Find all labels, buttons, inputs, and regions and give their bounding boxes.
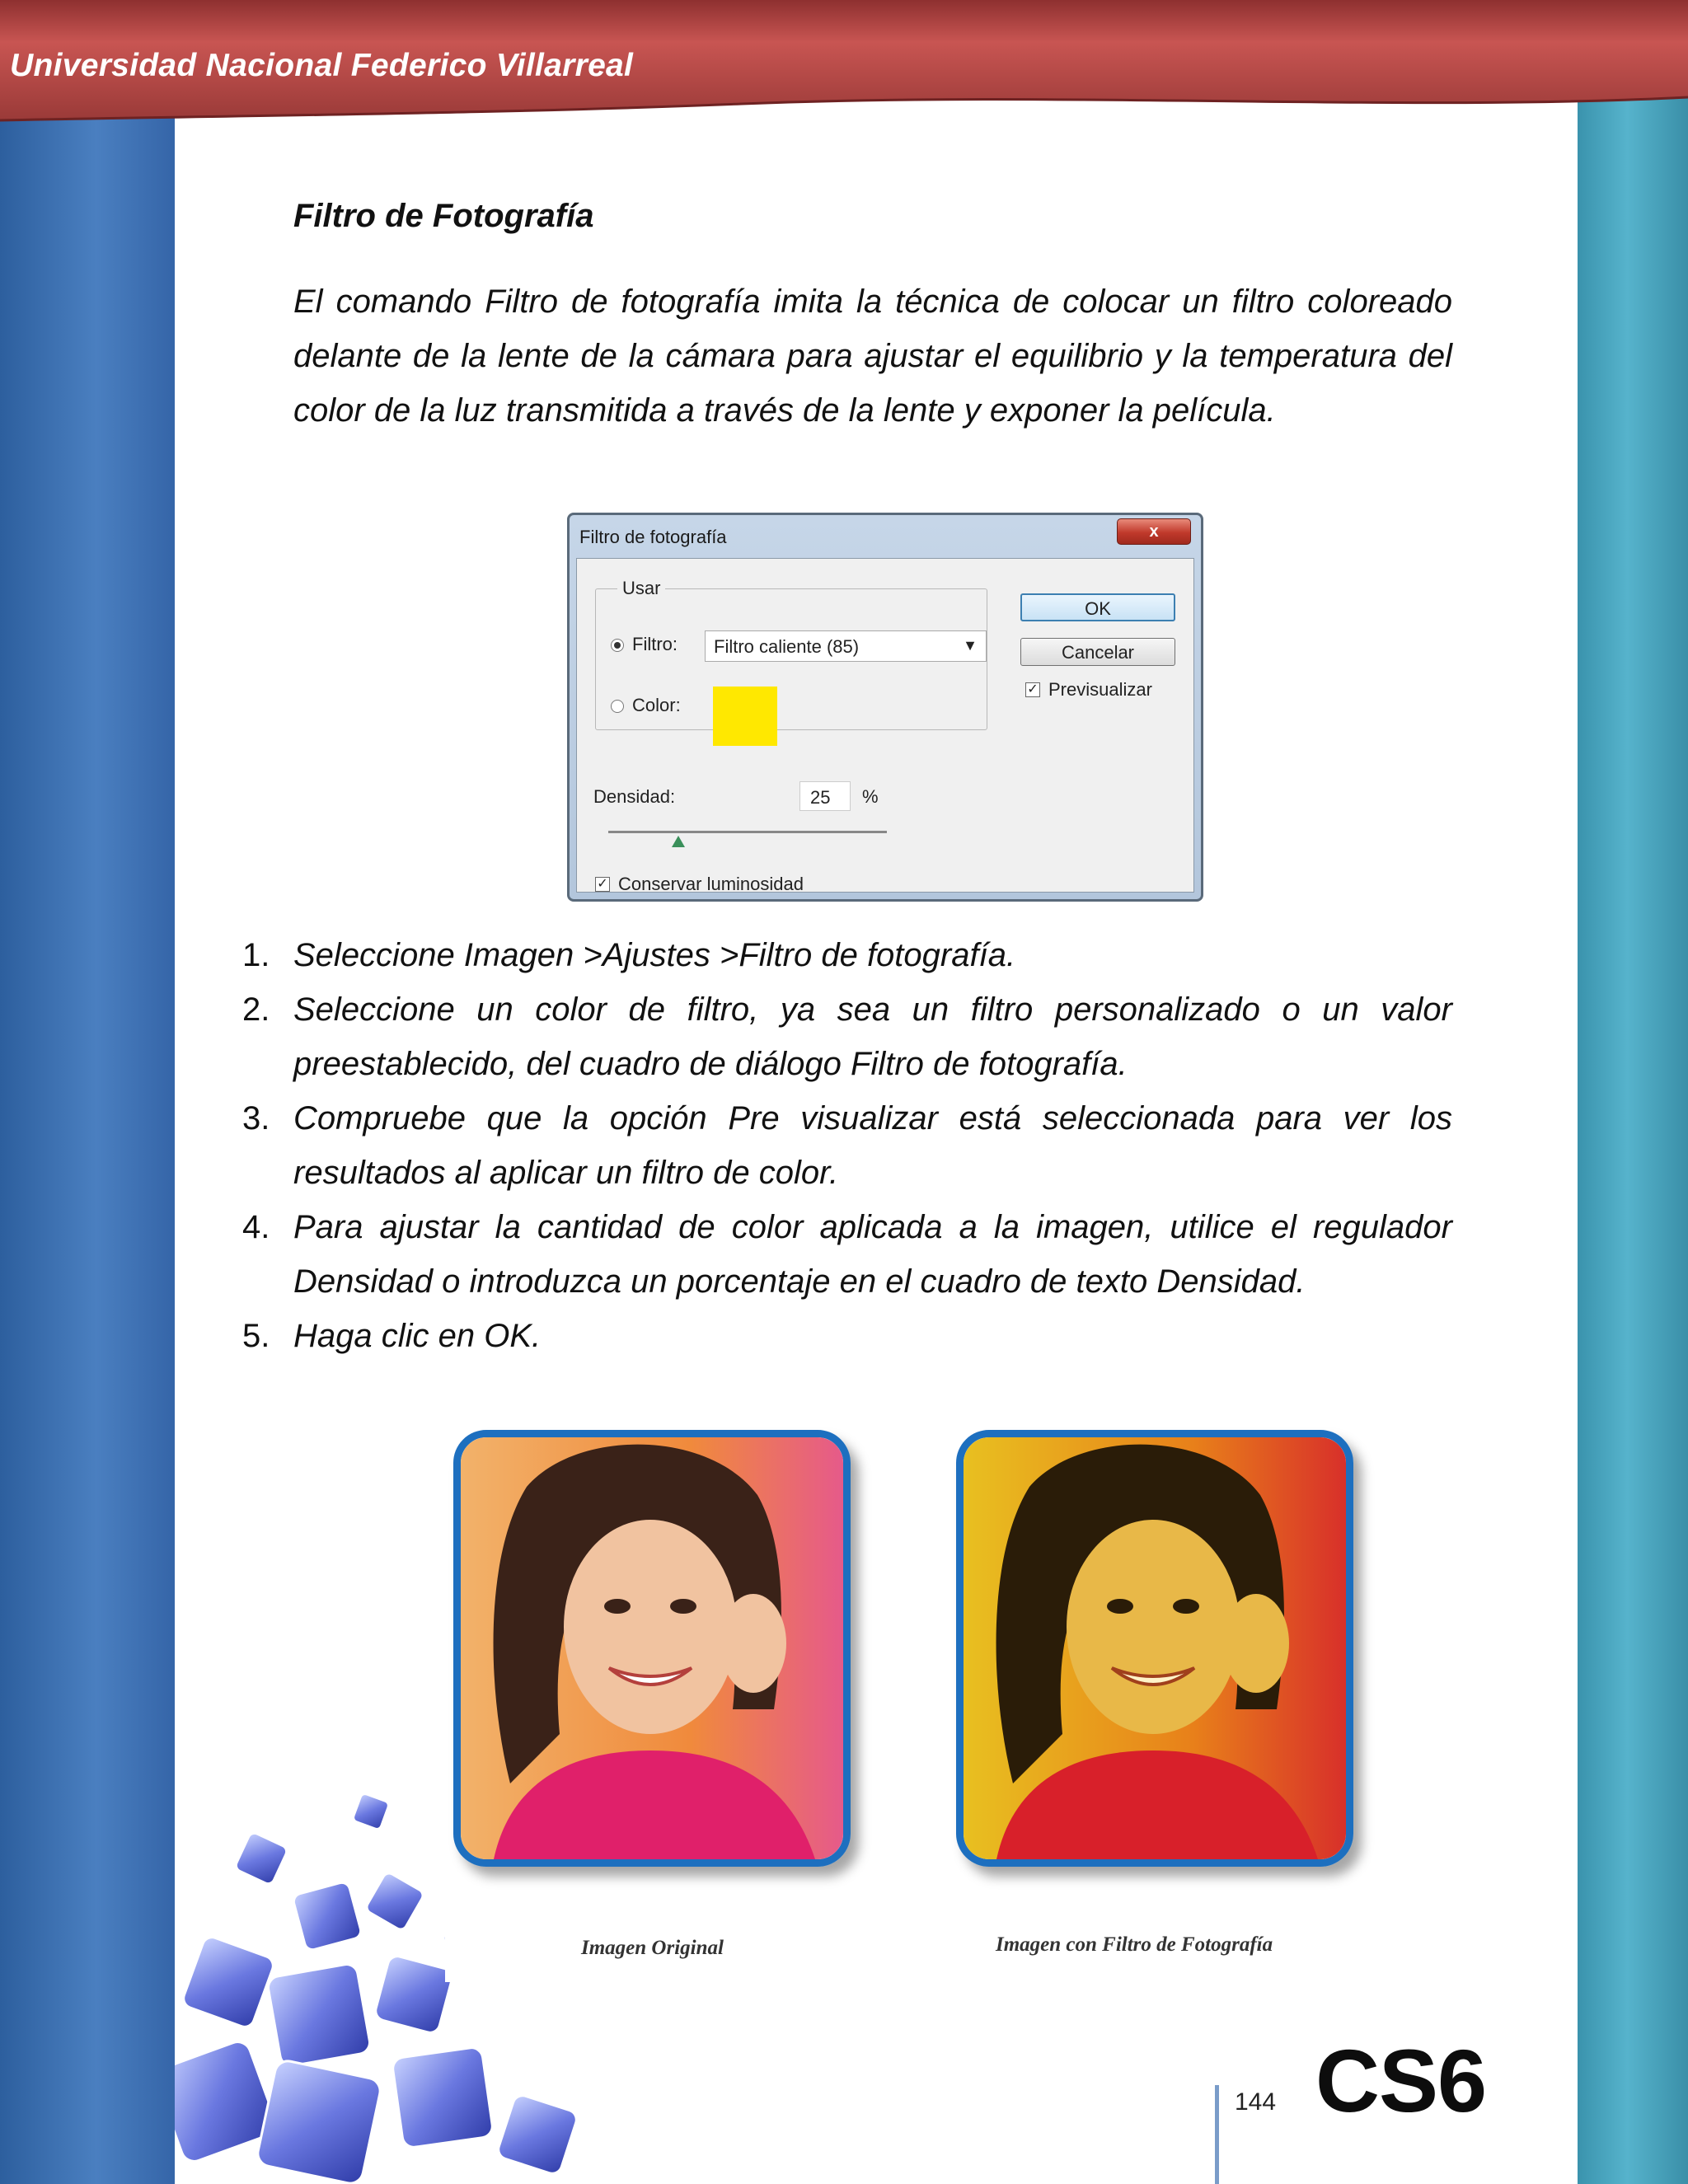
dialog-body [576, 558, 1194, 893]
step-text: Compruebe que la opción Pre visualizar está seleccionada para ver los resultados al aplicar un filtro de color. [293, 1100, 1452, 1191]
density-label: Densidad: [593, 786, 676, 807]
cs6-logo: CS6 [1315, 2031, 1487, 2130]
original-photo [453, 1430, 851, 1867]
filter-select[interactable] [705, 630, 987, 662]
list-item [239, 1091, 1452, 1200]
right-decorative-band [1578, 0, 1688, 2184]
use-group-label: Usar [617, 578, 665, 599]
portrait-filtered-image [964, 1437, 1346, 1859]
footer-divider [1215, 2085, 1219, 2184]
step-text: Para ajustar la cantidad de color aplicada a la imagen, utilice el regulador Densidad o introduzca un porcentaje en el cuadro de texto Densidad. [293, 1209, 1452, 1300]
left-decorative-band [0, 0, 175, 2184]
filter-label: Filtro: [632, 634, 678, 654]
filter-radio[interactable] [611, 639, 624, 652]
close-icon[interactable]: x [1117, 518, 1191, 545]
original-caption: Imagen Original [581, 1937, 724, 1959]
filtered-caption: Imagen con Filtro de Fotografía [996, 1933, 1273, 1956]
chevron-down-icon: ▼ [963, 637, 978, 654]
ok-button[interactable]: OK [1020, 593, 1175, 621]
cancel-button[interactable]: Cancelar [1020, 638, 1175, 666]
list-item [239, 982, 1452, 1091]
header-banner [0, 0, 1688, 124]
color-swatch[interactable] [713, 687, 777, 746]
photo-comparison [445, 1418, 1391, 1982]
page-number: 144 [1235, 2088, 1277, 2116]
use-group [595, 578, 987, 730]
density-slider-thumb[interactable] [672, 836, 685, 847]
list-item [239, 928, 1452, 982]
step-text: Seleccione un color de filtro, ya sea un filtro personalizado o un valor preestablecido, del cuadro de diálogo Filtro de fotografía. [293, 991, 1452, 1082]
steps-list [239, 928, 1452, 1363]
section-title: Filtro de Fotografía [293, 198, 594, 234]
step-text: Seleccione Imagen >Ajustes >Filtro de fotografía. [293, 937, 1016, 973]
step-number: 3. [242, 1100, 270, 1137]
list-item [239, 1309, 1452, 1363]
preserve-luminosity-label: Conservar luminosidad [618, 874, 804, 894]
dialog-title: Filtro de fotografía [579, 527, 727, 547]
list-item [239, 1200, 1452, 1309]
step-number: 5. [242, 1318, 270, 1354]
preview-label: Previsualizar [1048, 679, 1152, 700]
step-number: 1. [242, 937, 270, 973]
density-slider[interactable] [608, 831, 887, 833]
photo-filter-dialog [567, 513, 1203, 902]
intro-paragraph: El comando Filtro de fotografía imita la técnica de colocar un filtro coloreado delante de la lente de la cámara para ajustar el equilibrio y la temperatura del color de la luz transmitida a través de la lente y exponer la película. [293, 284, 1452, 429]
filter-select-value: Filtro caliente (85) [714, 636, 860, 657]
preserve-luminosity-checkbox[interactable]: ✓ [595, 877, 610, 892]
filtered-photo [956, 1430, 1353, 1867]
institution-name: Universidad Nacional Federico Villarreal [10, 48, 634, 83]
density-input[interactable] [799, 781, 851, 811]
density-unit: % [862, 786, 879, 807]
step-text: Haga clic en OK. [293, 1318, 542, 1354]
color-radio[interactable] [611, 700, 624, 713]
preview-checkbox[interactable]: ✓ [1025, 682, 1040, 697]
color-label: Color: [632, 695, 681, 715]
density-value: 25 [810, 787, 831, 808]
step-number: 4. [242, 1209, 270, 1245]
dialog-titlebar [570, 515, 1201, 558]
portrait-original-image [461, 1437, 843, 1859]
step-number: 2. [242, 991, 270, 1028]
